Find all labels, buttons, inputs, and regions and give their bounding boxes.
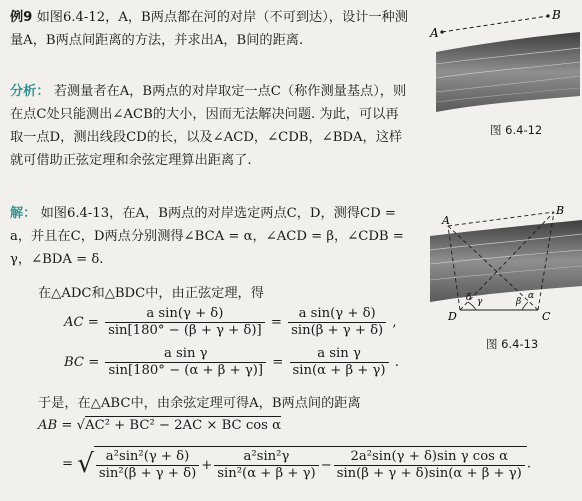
eq-bc-fraction-1 <box>105 346 266 379</box>
analysis-label: 分析： <box>10 84 50 99</box>
big-sqrt-sign: √ <box>77 449 94 479</box>
eq-bc-f1-num: a sin γ <box>105 346 266 363</box>
label-a: A <box>430 26 439 40</box>
final-radicand <box>94 446 527 482</box>
plus-sign: + <box>201 458 213 473</box>
term3-num: 2a²sin(γ + δ)sin γ cos α <box>334 449 525 466</box>
eq-ac-lhs: AC = <box>64 315 99 330</box>
eq-final-end: . <box>526 456 532 472</box>
eq-ac-f1-den: sin[180° − (β + γ + δ)] <box>108 323 262 338</box>
term3-fraction <box>334 449 525 482</box>
eq-ac-f1-num: a sin(γ + δ) <box>105 306 265 323</box>
solution-text: 如图6.4-13，在A，B两点的对岸选定两点C，D，测得CD = a，并且在C，D两点分别测得∠BCA = α，∠ACD = β，∠CDB = γ，∠BDA = δ. <box>10 206 404 267</box>
point-a <box>440 30 443 33</box>
sqrt-sign: √ <box>76 418 86 433</box>
equation-final <box>62 446 531 482</box>
point-b <box>546 14 549 17</box>
example-text: 如图6.4-12，A，B两点都在河的对岸（不可到达），设计一种测量A，B两点间距离的方法，并求出A，B间的距离. <box>10 10 408 48</box>
fig2-label-c: C <box>542 310 551 323</box>
eq-bc-lhs: BC = <box>64 355 100 370</box>
analysis-paragraph <box>10 80 410 172</box>
term3-den: sin(β + γ + δ)sin(α + β + γ) <box>336 466 522 481</box>
step1-text: 在△ADC和△BDC中，由正弦定理，得 <box>38 286 264 301</box>
term1-den: sin²(β + γ + δ) <box>98 466 197 481</box>
figure-1-caption: 图 6.4-12 <box>490 123 543 137</box>
eq-ab-radicand: AC² + BC² − 2AC × BC cos α <box>85 418 282 433</box>
eq-bc-f2-num: a sin γ <box>290 346 389 363</box>
fig2-label-a: A <box>442 214 450 227</box>
solution-paragraph <box>10 202 410 271</box>
term1-num: a²sin²(γ + δ) <box>96 449 199 466</box>
eq-bc-equals: = <box>272 355 284 370</box>
figure-2-caption: 图 6.4-13 <box>486 337 539 351</box>
eq-ac-fraction-1 <box>105 306 265 339</box>
eq-bc-fraction-2 <box>290 346 389 379</box>
eq-bc-f1-den: sin[180° − (α + β + γ)] <box>108 363 264 378</box>
figure-6-4-12 <box>420 4 582 116</box>
eq-ac-end: , <box>392 315 397 330</box>
figure-6-4-13 <box>420 204 582 334</box>
equation-ab <box>38 418 281 433</box>
river-shape <box>436 32 580 112</box>
equation-bc <box>64 346 399 379</box>
term2-fraction <box>214 449 318 482</box>
eq-ab-lhs: AB = <box>38 418 73 433</box>
eq-final-equals: = <box>62 456 74 472</box>
term1-fraction <box>96 449 199 482</box>
eq-ac-fraction-2 <box>288 306 386 339</box>
eq-bc-end: . <box>394 355 399 370</box>
eq-ac-f2-num: a sin(γ + δ) <box>288 306 386 323</box>
eq-bc-f2-den: sin(α + β + γ) <box>292 363 386 378</box>
term2-num: a²sin²γ <box>214 449 318 466</box>
step2-text: 于是，在△ABC中，由余弦定理可得A，B两点间的距离 <box>38 396 361 411</box>
term2-den: sin²(α + β + γ) <box>217 466 316 481</box>
ab-dashed-line <box>442 16 548 32</box>
analysis-text: 若测量者在A，B两点的对岸取定一点C（称作测量基点），则在点C处只能测出∠ACB的大小，因而无法解决问题. 为此，可以再取一点D，测出线段CD的长，以及∠ACD，∠CDB，∠BDA，这样就可借助正弦定理和余弦定理算出距离了. <box>10 84 407 168</box>
fig2-label-b: B <box>556 204 565 217</box>
label-b: B <box>552 8 561 22</box>
equation-ac <box>64 306 397 339</box>
eq-ac-equals: = <box>270 315 282 330</box>
fig2-label-gamma: γ <box>477 297 483 307</box>
eq-ac-f2-den: sin(β + γ + δ) <box>291 323 384 338</box>
example-paragraph <box>10 6 410 52</box>
fig2-label-beta: β <box>516 297 522 307</box>
solution-label: 解： <box>10 206 37 221</box>
fig2-label-alpha: α <box>528 291 535 301</box>
minus-sign: − <box>320 458 332 473</box>
fig2-label-d: D <box>448 310 457 323</box>
fig2-label-delta: δ <box>466 293 472 303</box>
example-label: 例9 <box>10 10 33 25</box>
